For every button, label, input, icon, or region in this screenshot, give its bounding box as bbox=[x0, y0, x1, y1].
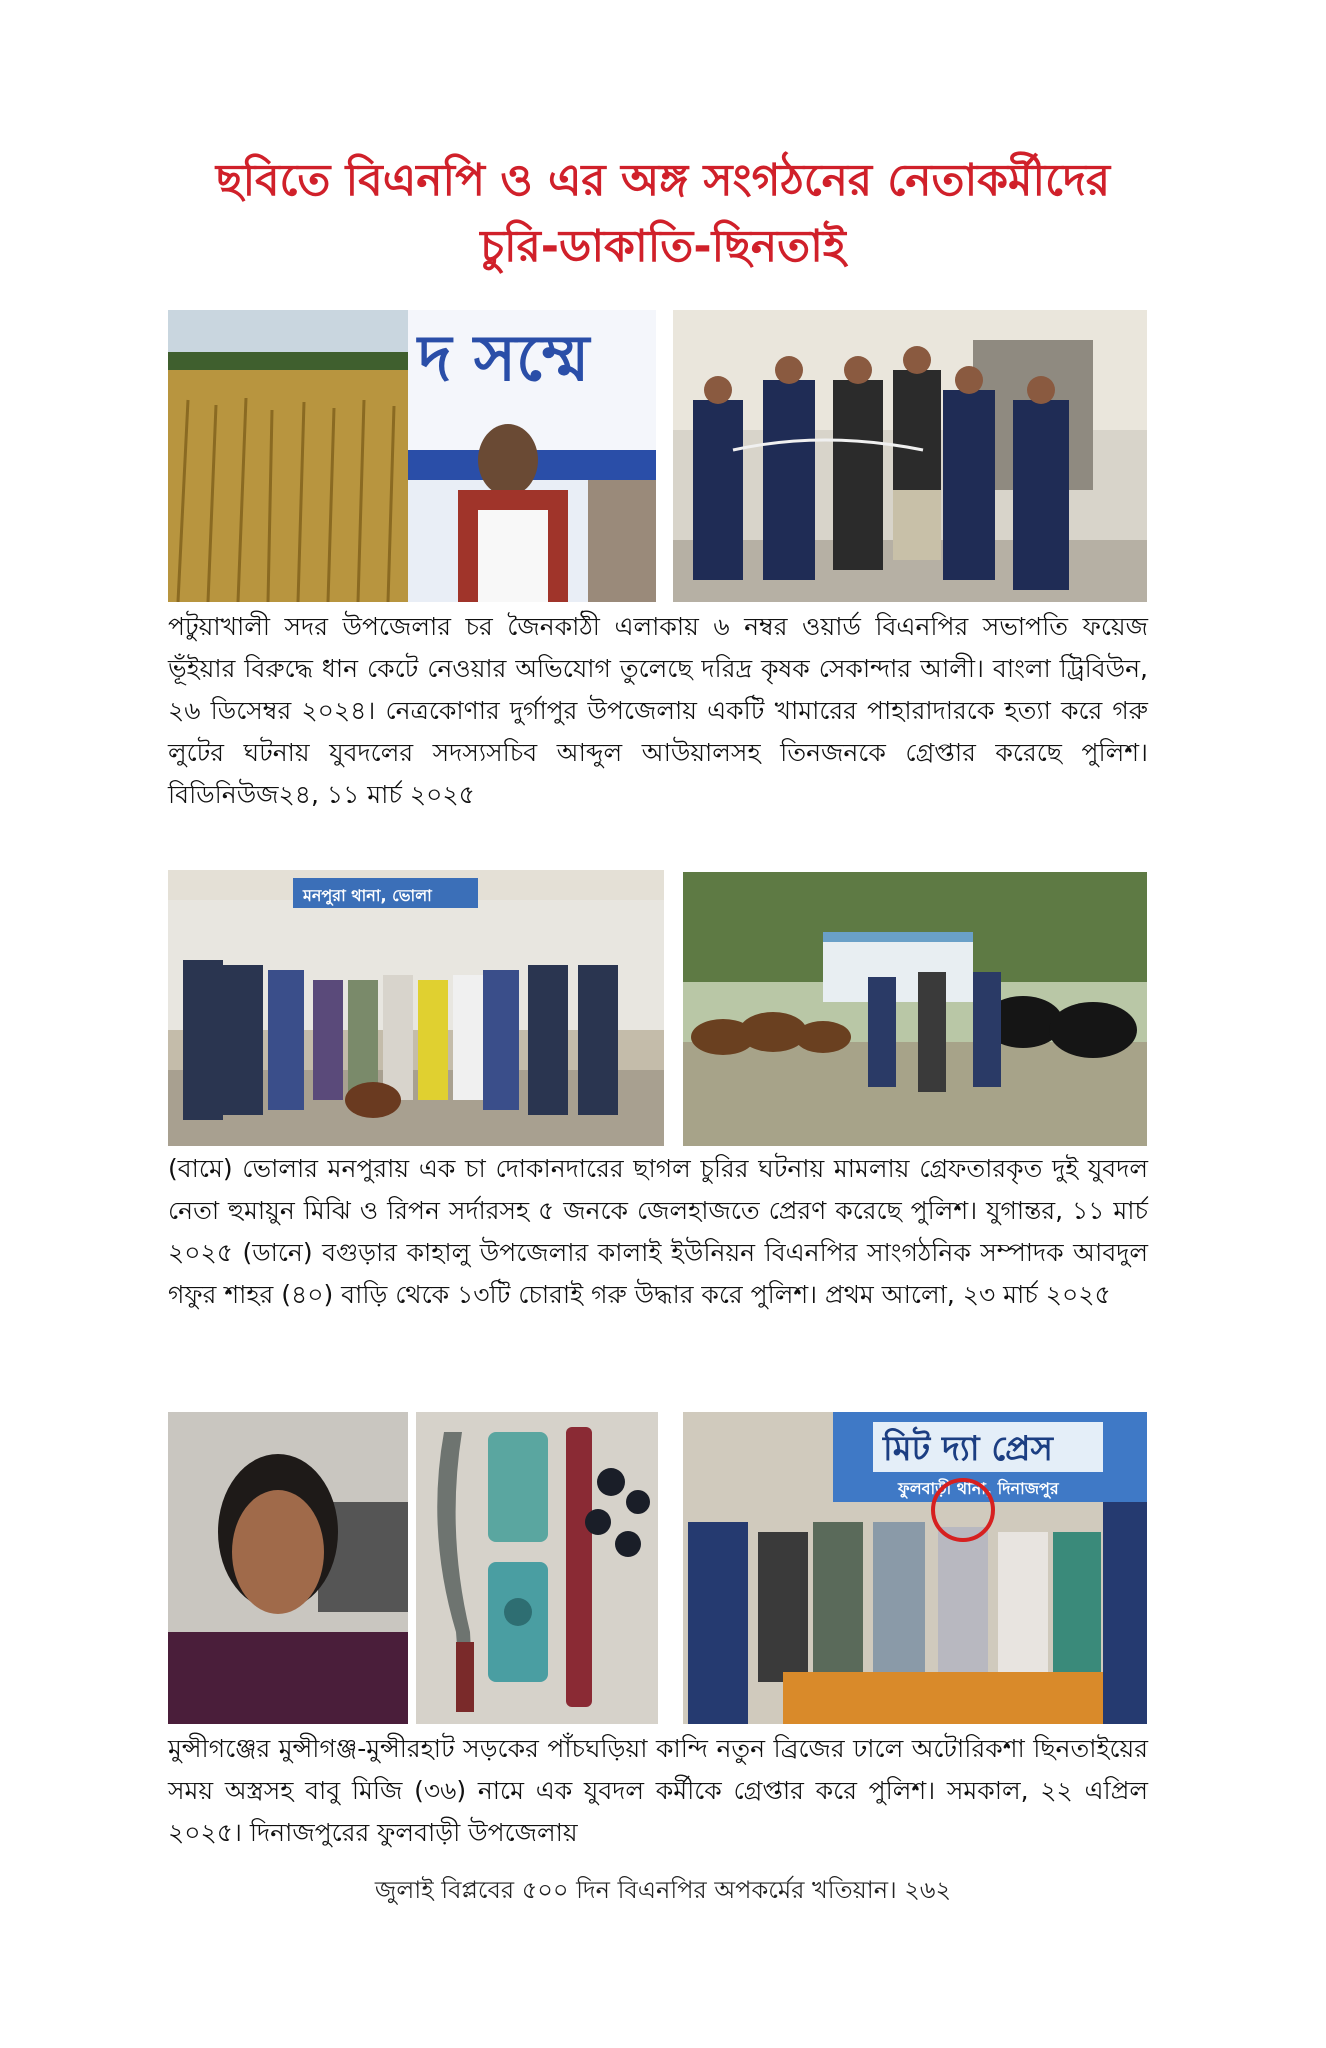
station-sign-text: মনপুরা থানা, ভোলা bbox=[303, 886, 432, 905]
photo-recovered-cows bbox=[683, 872, 1147, 1146]
photo-meet-the-press bbox=[683, 1412, 1147, 1724]
photo-paddy-field-complainant bbox=[168, 310, 656, 602]
caption-text-1: পটুয়াখালী সদর উপজেলার চর জৈনকাঠী এলাকায় ৬ নম্বর ওয়ার্ড বিএনপির সভাপতি ফয়েজ ভূঁইয়ার বিরুদ্ধে ধান কেটে নেওয়ার অভিযোগ তুলেছে দরিদ্র কৃষক সেকান্দার আলী। বাংলা ট্রিবিউন, ২৬ ডিসেম্বর ২০২৪। নেত্রকোণার দুর্গাপুর উপজেলায় একটি খামারের পাহারাদারকে হত্যা করে গরু লুটের ঘটনায় যুবদলের সদস্যসচিব আব্দুল আউয়ালসহ তিনজনকে গ্রেপ্তার করেছে পুলিশ। বিডিনিউজ২৪, ১১ মার্চ ২০২৫ bbox=[168, 612, 1148, 809]
caption-text-3: মুন্সীগঞ্জের মুন্সীগঞ্জ-মুন্সীরহাট সড়কের পাঁচঘড়িয়া কান্দি নতুন ব্রিজের ঢালে অটোরিকশা ছিনতাইয়ের সময় অস্ত্রসহ বাবু মিজি (৩৬) নামে এক যুবদল কর্মীকে গ্রেপ্তার করে পুলিশ। সমকাল, ২২ এপ্রিল ২০২৫। দিনাজপুরের ফুলবাড়ী উপজেলায় bbox=[168, 1734, 1148, 1847]
banner-sub-text: ফুলবাড়ী থানা, দিনাজপুর bbox=[898, 1479, 1059, 1498]
caption-section-1 bbox=[168, 606, 1148, 816]
title-line-1: ছবিতে বিএনপি ও এর অঙ্গ সংগঠনের নেতাকর্মীদের bbox=[215, 155, 1111, 206]
page-footer: জুলাই বিপ্লবের ৫০০ দিন বিএনপির অপকর্মের খতিয়ান। ২৬২ bbox=[374, 1876, 952, 1904]
caption-section-2 bbox=[168, 1148, 1148, 1316]
svg-text:দ সম্মে: দ সম্মে bbox=[418, 322, 590, 396]
caption-section-3 bbox=[168, 1728, 1148, 1854]
photo-monpura-police-station bbox=[168, 870, 664, 1146]
title-line-2: চুরি-ডাকাতি-ছিনতাই bbox=[480, 221, 846, 272]
photo-seized-items bbox=[416, 1412, 658, 1724]
page-title bbox=[0, 148, 1326, 280]
photo-police-arrest bbox=[673, 310, 1147, 602]
photo-arrested-man-portrait bbox=[168, 1412, 408, 1724]
caption-text-2: (বামে) ভোলার মনপুরায় এক চা দোকানদারের ছাগল চুরির ঘটনায় মামলায় গ্রেফতারকৃত দুই যুবদল নেতা হুমায়ুন মিঝি ও রিপন সর্দারসহ ৫ জনকে জেলহাজতে প্রেরণ করেছে পুলিশ। যুগান্তর, ১১ মার্চ ২০২৫ (ডানে) বগুড়ার কাহালু উপজেলার কালাই ইউনিয়ন বিএনপির সাংগঠনিক সম্পাদক আবদুল গফুর শাহর (৪০) বাড়ি থেকে ১৩টি চোরাই গরু উদ্ধার করে পুলিশ। প্রথম আলো, ২৩ মার্চ ২০২৫ bbox=[168, 1154, 1148, 1309]
banner-main-text: মিট দ্যা প্রেস bbox=[883, 1429, 1054, 1469]
